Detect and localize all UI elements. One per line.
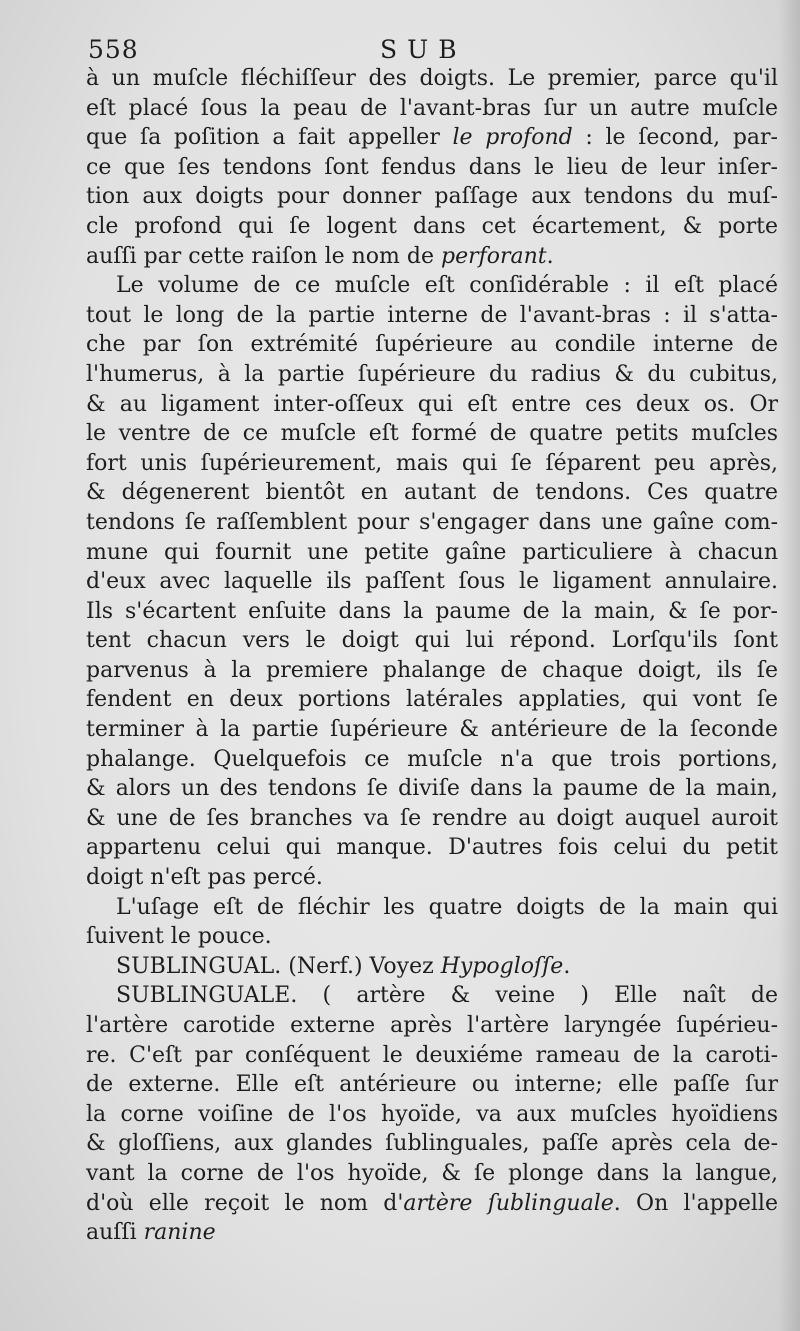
text-line (86, 656, 778, 686)
text-line (86, 271, 778, 301)
text-line (86, 863, 778, 893)
italic-term: le profond (452, 125, 573, 151)
italic-term: Hypogloſſe (440, 953, 564, 979)
line-text: & dégenerent bientôt en autant de tendons. Ces quatre (86, 480, 778, 506)
line-text: & gloſſiens, aux glandes ſublinguales, paſſe après cela de- (86, 1131, 778, 1157)
text-line (86, 1159, 778, 1189)
text-line (86, 330, 778, 360)
text-line (86, 64, 778, 94)
text-line (86, 182, 778, 212)
text-line (86, 1070, 778, 1100)
line-text: fort unis ſupérieurement, mais qui ſe ſéparent peu après, (86, 450, 778, 476)
page-header (88, 33, 778, 67)
text-line (86, 1100, 778, 1130)
line-text: vant la corne de l'os hyoïde, & ſe plonge dans la langue, (86, 1160, 778, 1186)
text-line (86, 508, 778, 538)
text-line (86, 626, 778, 656)
line-text: fendent en deux portions latérales applaties, qui vont ſe (86, 687, 778, 713)
line-text: & au ligament inter-oſſeux qui eſt entre ces deux os. Or (86, 391, 778, 417)
line-text: appartenu celui qui manque. D'autres fois celui du petit (86, 835, 778, 861)
line-text: parvenus à la premiere phalange de chaque doigt, ils ſe (86, 657, 778, 683)
line-text: ſuivent le pouce. (86, 924, 272, 950)
text-line (86, 123, 778, 153)
line-text: . (546, 243, 554, 269)
text-line (86, 804, 778, 834)
line-text: l'humerus, à la partie ſupérieure du radius & du cubitus, (86, 361, 778, 387)
italic-term: ranine (143, 1220, 216, 1246)
line-text: la corne voiſine de l'os hyoïde, va aux muſcles hyoïdiens (86, 1101, 778, 1127)
line-text: cle profond qui ſe logent dans cet écartement, & porte (86, 213, 778, 239)
text-line (86, 1129, 778, 1159)
text-line (86, 774, 778, 804)
line-text: doigt n'eſt pas percé. (86, 865, 323, 891)
text-line (86, 745, 778, 775)
italic-term: artère ſublinguale (403, 1190, 614, 1216)
line-text: de externe. Elle eſt antérieure ou interne; elle paſſe ſur (86, 1072, 778, 1098)
line-text: à un muſcle fléchiſſeur des doigts. Le premier, parce qu'il (86, 66, 778, 91)
line-text: SUBLINGUALE. ( artère & veine ) Elle naît de (116, 983, 778, 1009)
line-text: mune qui fournit une petite gaîne particuliere à chacun (86, 539, 778, 565)
text-line (86, 833, 778, 863)
line-text: Ils s'écartent enſuite dans la paume de la main, & ſe por- (86, 598, 778, 624)
line-text: che par ſon extrémité ſupérieure au condile interne de (86, 332, 778, 358)
line-text: phalange. Quelquefois ce muſcle n'a que trois portions, (86, 746, 778, 772)
italic-term: perforant (440, 243, 547, 269)
line-text: tout le long de la partie interne de l'avant-bras : il s'atta- (86, 302, 778, 328)
text-line (86, 153, 778, 183)
line-text: tent chacun vers le doigt qui lui répond. Lorſqu'ils ſont (86, 628, 778, 654)
text-line (86, 922, 778, 952)
text-line (86, 538, 778, 568)
line-text: terminer à la partie ſupérieure & antérieure de la ſeconde (86, 717, 778, 743)
line-text: eſt placé ſous la peau de l'avant-bras ſur un autre muſcle (86, 95, 778, 121)
line-text: d'où elle reçoit le nom d' (86, 1190, 404, 1216)
text-line (86, 478, 778, 508)
text-line (86, 715, 778, 745)
text-line (86, 1041, 778, 1071)
text-line (86, 893, 778, 923)
line-text: d'eux avec laquelle ils paſſent ſous le ligament annulaire. (86, 569, 778, 595)
text-line (86, 952, 778, 982)
text-line (86, 94, 778, 124)
text-line (86, 685, 778, 715)
line-text: auſſi par cette raiſon le nom de (86, 243, 441, 269)
page-number: 558 (88, 35, 139, 64)
line-text: ce que ſes tendons ſont fendus dans le lieu de leur inſer- (86, 154, 778, 180)
text-line (86, 567, 778, 597)
line-text: l'artère carotide externe après l'artère laryngée ſupérieu- (86, 1013, 778, 1038)
line-text: que ſa poſition a fait appeller (86, 125, 453, 151)
text-line (86, 242, 778, 272)
line-text: tendons ſe raſſemblent pour s'engager dans une gaîne com- (86, 509, 778, 535)
line-text: : le ſecond, par- (572, 125, 778, 151)
text-line (86, 449, 778, 479)
text-line (86, 360, 778, 390)
line-text: le ventre de ce muſcle eſt formé de quatre petits muſcles (86, 421, 778, 447)
text-line (86, 1189, 778, 1219)
page-edge-shadow (778, 0, 800, 1331)
line-text: Le volume de ce muſcle eſt conſidérable : il eſt placé (116, 273, 778, 299)
line-text: . On l'appelle (613, 1190, 778, 1216)
line-text: tion aux doigts pour donner paſſage aux tendons du muſ- (86, 184, 778, 210)
text-line (86, 597, 778, 627)
text-line (86, 301, 778, 331)
text-line (86, 1011, 778, 1041)
line-text: . (563, 953, 571, 979)
text-line (86, 419, 778, 449)
line-text: auſſi (86, 1220, 144, 1246)
line-text: & une de ſes branches va ſe rendre au doigt auquel auroit (86, 805, 778, 831)
text-line (86, 390, 778, 420)
line-text: re. C'eſt par conſéquent le deuxiéme rameau de la caroti- (86, 1042, 778, 1068)
text-line (86, 1218, 778, 1248)
running-head: SUB (380, 35, 467, 64)
text-line (86, 981, 778, 1011)
line-text: & alors un des tendons ſe diviſe dans la paume de la main, (86, 776, 778, 802)
text-line (86, 212, 778, 242)
line-text: L'uſage eſt de fléchir les quatre doigts de la main qui (116, 894, 778, 920)
line-text: SUBLINGUAL. (Nerf.) Voyez (116, 953, 441, 979)
body-text (86, 64, 778, 1248)
